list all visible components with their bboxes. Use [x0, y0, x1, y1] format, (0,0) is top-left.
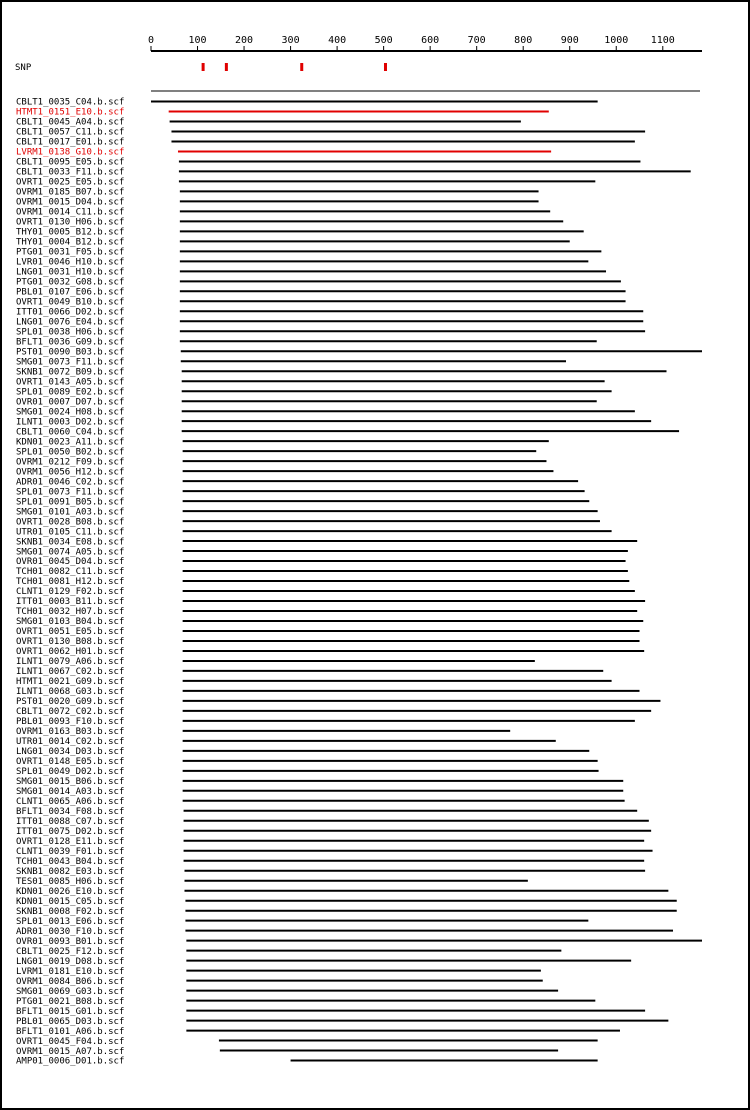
read-row [16, 467, 553, 477]
axis-tick-label: 500 [374, 35, 393, 46]
read-row [16, 987, 558, 997]
read-row [16, 387, 612, 397]
read-row [16, 238, 570, 248]
read-row [16, 857, 644, 867]
read-row [16, 407, 635, 417]
read-alignment-diagram [2, 2, 748, 1108]
read-row [16, 98, 598, 108]
read-row [16, 337, 597, 347]
read-row [16, 307, 643, 317]
read-name: ITT01_0088_C07.b.scf [16, 816, 125, 827]
axis-tick-label: 0 [147, 35, 155, 46]
read-name: CBLT1_0045_A04.b.scf [16, 117, 125, 128]
read-row [16, 317, 643, 327]
read-name: LNG01_0076_E04.b.scf [16, 317, 125, 328]
read-name: OVRM1_0185_B07.b.scf [16, 187, 125, 198]
read-row [16, 188, 539, 198]
read-row [16, 447, 536, 457]
read-name: SMG01_0101_A03.b.scf [16, 507, 125, 518]
read-row [16, 258, 588, 268]
read-row [16, 397, 597, 407]
read-row [16, 797, 625, 807]
read-row [16, 278, 621, 288]
snp-marker [300, 63, 303, 71]
read-name: PBL01_0093_F10.b.scf [16, 717, 125, 728]
read-row [16, 687, 640, 697]
read-row [16, 547, 628, 557]
read-row [16, 477, 578, 487]
read-row [16, 248, 601, 258]
read-name: OVRM1_0163_B03.b.scf [16, 727, 125, 738]
snp-marker [202, 63, 205, 71]
read-row [16, 1037, 598, 1047]
read-row [16, 347, 702, 357]
read-row [16, 577, 629, 587]
read-row [16, 1047, 558, 1057]
read-name: LVRM1_0181_E10.b.scf [16, 966, 125, 977]
read-row [16, 727, 510, 737]
read-name: ADR01_0046_C02.b.scf [16, 477, 125, 488]
read-name: OVRM1_0015_D04.b.scf [16, 197, 125, 208]
read-name: ITT01_0066_D02.b.scf [16, 307, 125, 318]
axis-tick-label: 400 [328, 35, 347, 46]
read-name: BFLT1_0036_G09.b.scf [16, 337, 125, 348]
read-row [16, 637, 640, 647]
read-row [16, 1007, 645, 1017]
read-name: UTR01_0014_C02.b.scf [16, 737, 125, 748]
axis-tick-label: 300 [281, 35, 300, 46]
read-row [16, 148, 551, 158]
read-name: TCH01_0082_C11.b.scf [16, 567, 125, 578]
read-row [16, 168, 691, 178]
read-name: SPL01_0038_H06.b.scf [16, 327, 125, 338]
read-name: ITT01_0075_D02.b.scf [16, 826, 125, 837]
read-row [16, 268, 606, 278]
read-row [16, 1017, 668, 1027]
read-name: CLNT1_0129_F02.b.scf [16, 587, 125, 598]
read-row [16, 377, 605, 387]
read-name: UTR01_0105_C11.b.scf [16, 527, 125, 538]
read-name: HTMT1_0151_E10.b.scf [16, 107, 125, 118]
read-name: LVRM1_0138_G10.b.scf [16, 147, 125, 158]
read-name: OVRT1_0143_A05.b.scf [16, 377, 125, 388]
read-row [16, 457, 546, 467]
read-name: PTG01_0031_F05.b.scf [16, 247, 125, 258]
read-name: OVRT1_0062_H01.b.scf [16, 647, 125, 658]
read-name: SPL01_0073_F11.b.scf [16, 487, 125, 498]
read-name: ITT01_0003_B11.b.scf [16, 597, 125, 608]
read-row [16, 977, 543, 987]
read-row [16, 677, 612, 687]
read-row [16, 1027, 620, 1037]
read-name: CBLT1_0033_F11.b.scf [16, 167, 125, 178]
read-name: CBLT1_0017_E01.b.scf [16, 137, 125, 148]
read-row [16, 657, 535, 667]
axis-tick-label: 700 [467, 35, 486, 46]
read-row [16, 717, 635, 727]
read-row [16, 707, 651, 717]
axis-tick-label: 1000 [604, 35, 629, 46]
read-row [16, 357, 566, 367]
read-row [16, 667, 603, 677]
axis-tick-label: 200 [235, 35, 254, 46]
read-name: CLNT1_0039_F01.b.scf [16, 846, 125, 857]
read-name: OVRT1_0049_B10.b.scf [16, 297, 125, 308]
read-name: PST01_0020_G09.b.scf [16, 697, 125, 708]
read-name: LNG01_0019_D08.b.scf [16, 956, 125, 967]
read-name: SMG01_0073_F11.b.scf [16, 357, 125, 368]
read-name: OVR01_0045_D04.b.scf [16, 557, 125, 568]
read-name: SMG01_0015_B06.b.scf [16, 777, 125, 788]
read-name: BFLT1_0015_G01.b.scf [16, 1006, 125, 1017]
read-name: PBL01_0065_D03.b.scf [16, 1016, 125, 1027]
read-name: KDN01_0015_C05.b.scf [16, 896, 125, 907]
read-row [16, 897, 677, 907]
read-row [16, 907, 677, 917]
read-row [16, 747, 589, 757]
read-name: SPL01_0089_E02.b.scf [16, 387, 125, 398]
read-row [16, 827, 651, 837]
read-name: SKNB1_0082_E03.b.scf [16, 866, 125, 877]
read-name: SMG01_0074_A05.b.scf [16, 547, 125, 558]
read-row [16, 617, 643, 627]
read-row [16, 587, 635, 597]
read-name: SPL01_0013_E06.b.scf [16, 916, 125, 927]
read-name: OVRM1_0056_H12.b.scf [16, 467, 125, 478]
read-name: CLNT1_0065_A06.b.scf [16, 797, 125, 807]
read-name: TCH01_0043_B04.b.scf [16, 856, 125, 867]
read-name: OVRT1_0130_B08.b.scf [16, 637, 125, 648]
snp-row-label: SNP [15, 63, 32, 73]
read-row [16, 597, 645, 607]
read-row [16, 947, 561, 957]
read-name: OVRM1_0014_C11.b.scf [16, 207, 125, 218]
read-row [16, 927, 673, 937]
read-name: BFLT1_0101_A06.b.scf [16, 1026, 125, 1037]
read-row [16, 138, 635, 148]
read-row [16, 108, 549, 118]
read-row [16, 887, 668, 897]
read-row [16, 128, 645, 138]
read-name: CBLT1_0057_C11.b.scf [16, 127, 125, 138]
read-row [16, 198, 539, 208]
read-row [16, 527, 612, 537]
read-name: OVRM1_0212_F09.b.scf [16, 457, 125, 468]
read-row [16, 957, 631, 967]
read-row [16, 967, 541, 977]
read-row [16, 627, 640, 637]
read-row [16, 997, 595, 1007]
read-name: CBLT1_0072_C02.b.scf [16, 707, 125, 718]
read-name: ILNT1_0079_A06.b.scf [16, 657, 125, 668]
read-row [16, 158, 640, 168]
read-row [16, 567, 628, 577]
read-name: ILNT1_0003_D02.b.scf [16, 417, 125, 428]
read-row [16, 737, 556, 747]
read-list [16, 98, 702, 1067]
read-name: THY01_0004_B12.b.scf [16, 237, 125, 248]
read-name: LNG01_0031_H10.b.scf [16, 267, 125, 278]
read-name: OVRT1_0130_H06.b.scf [16, 217, 125, 228]
axis-tick-label: 1100 [650, 35, 675, 46]
read-row [16, 208, 550, 218]
axis-tick-label: 800 [514, 35, 533, 46]
read-row [16, 777, 623, 787]
read-row [16, 757, 598, 767]
read-name: ILNT1_0067_C02.b.scf [16, 667, 125, 678]
read-row [16, 327, 645, 337]
read-name: ILNT1_0068_G03.b.scf [16, 687, 125, 698]
read-name: SKNB1_0034_E08.b.scf [16, 537, 125, 548]
axis-tick-label: 100 [188, 35, 207, 46]
read-name: SMG01_0069_G03.b.scf [16, 986, 125, 997]
read-name: SKNB1_0072_B09.b.scf [16, 367, 125, 378]
read-row [16, 118, 521, 128]
read-row [16, 178, 595, 188]
read-name: BFLT1_0034_F08.b.scf [16, 806, 125, 817]
read-name: PST01_0090_B03.b.scf [16, 347, 125, 358]
read-row [16, 697, 660, 707]
read-name: HTMT1_0021_G09.b.scf [16, 677, 125, 688]
read-row [16, 817, 649, 827]
read-name: SPL01_0050_B02.b.scf [16, 447, 125, 458]
read-name: OVRT1_0025_E05.b.scf [16, 177, 125, 188]
read-row [16, 228, 584, 238]
read-name: CBLT1_0060_C04.b.scf [16, 427, 125, 438]
read-name: OVR01_0007_D07.b.scf [16, 397, 125, 408]
read-row [16, 517, 600, 527]
read-row [16, 787, 623, 797]
read-name: OVRM1_0015_A07.b.scf [16, 1046, 125, 1057]
read-name: LVR01_0046_H10.b.scf [16, 257, 125, 268]
read-row [16, 507, 598, 517]
read-row [16, 917, 588, 927]
position-axis [148, 35, 702, 51]
axis-tick-label: 600 [421, 35, 440, 46]
read-row [16, 877, 528, 887]
read-name: OVRT1_0045_F04.b.scf [16, 1036, 125, 1047]
read-name: OVR01_0093_B01.b.scf [16, 936, 125, 947]
read-row [16, 487, 585, 497]
read-name: SMG01_0014_A03.b.scf [16, 787, 125, 798]
read-name: OVRT1_0128_E11.b.scf [16, 836, 125, 847]
read-name: OVRT1_0051_E05.b.scf [16, 627, 125, 638]
read-name: ADR01_0030_F10.b.scf [16, 926, 125, 937]
snp-markers [202, 63, 387, 71]
read-row [16, 298, 626, 308]
read-name: CBLT1_0025_F12.b.scf [16, 946, 125, 957]
read-row [16, 417, 651, 427]
read-row [16, 1057, 598, 1067]
axis-tick-label: 900 [560, 35, 579, 46]
read-name: TCH01_0032_H07.b.scf [16, 607, 125, 618]
read-row [16, 437, 549, 447]
read-name: THY01_0005_B12.b.scf [16, 227, 125, 238]
read-row [16, 867, 645, 877]
snp-marker [384, 63, 387, 71]
read-row [16, 847, 653, 857]
read-name: OVRM1_0084_B06.b.scf [16, 976, 125, 987]
read-row [16, 557, 626, 567]
read-row [16, 767, 599, 777]
read-name: OVRT1_0028_B08.b.scf [16, 517, 125, 528]
read-row [16, 837, 644, 847]
read-name: SKNB1_0008_F02.b.scf [16, 906, 125, 917]
read-row [16, 807, 637, 817]
read-name: AMP01_0006_D01.b.scf [16, 1056, 125, 1067]
read-name: CBLT1_0095_E05.b.scf [16, 157, 125, 168]
read-name: TCH01_0081_H12.b.scf [16, 577, 125, 588]
read-row [16, 288, 626, 298]
read-name: SMG01_0103_B04.b.scf [16, 617, 125, 628]
read-row [16, 427, 679, 437]
read-row [16, 218, 563, 228]
read-name: LNG01_0034_D03.b.scf [16, 747, 125, 758]
read-row [16, 937, 702, 947]
read-name: PTG01_0021_B08.b.scf [16, 996, 125, 1007]
read-name: KDN01_0026_E10.b.scf [16, 886, 125, 897]
read-row [16, 497, 589, 507]
read-name: SPL01_0091_B05.b.scf [16, 497, 125, 508]
snp-marker [225, 63, 228, 71]
read-name: TES01_0085_H06.b.scf [16, 876, 125, 887]
read-row [16, 647, 644, 657]
read-name: PTG01_0032_G08.b.scf [16, 277, 125, 288]
read-name: OVRT1_0148_E05.b.scf [16, 757, 125, 768]
read-row [16, 367, 667, 377]
read-name: SPL01_0049_D02.b.scf [16, 767, 125, 778]
read-row [16, 607, 637, 617]
read-name: PBL01_0107_E06.b.scf [16, 287, 125, 298]
read-row [16, 537, 637, 547]
read-name: SMG01_0024_H08.b.scf [16, 407, 125, 418]
read-name: CBLT1_0035_C04.b.scf [16, 97, 125, 108]
read-name: KDN01_0023_A11.b.scf [16, 437, 125, 448]
